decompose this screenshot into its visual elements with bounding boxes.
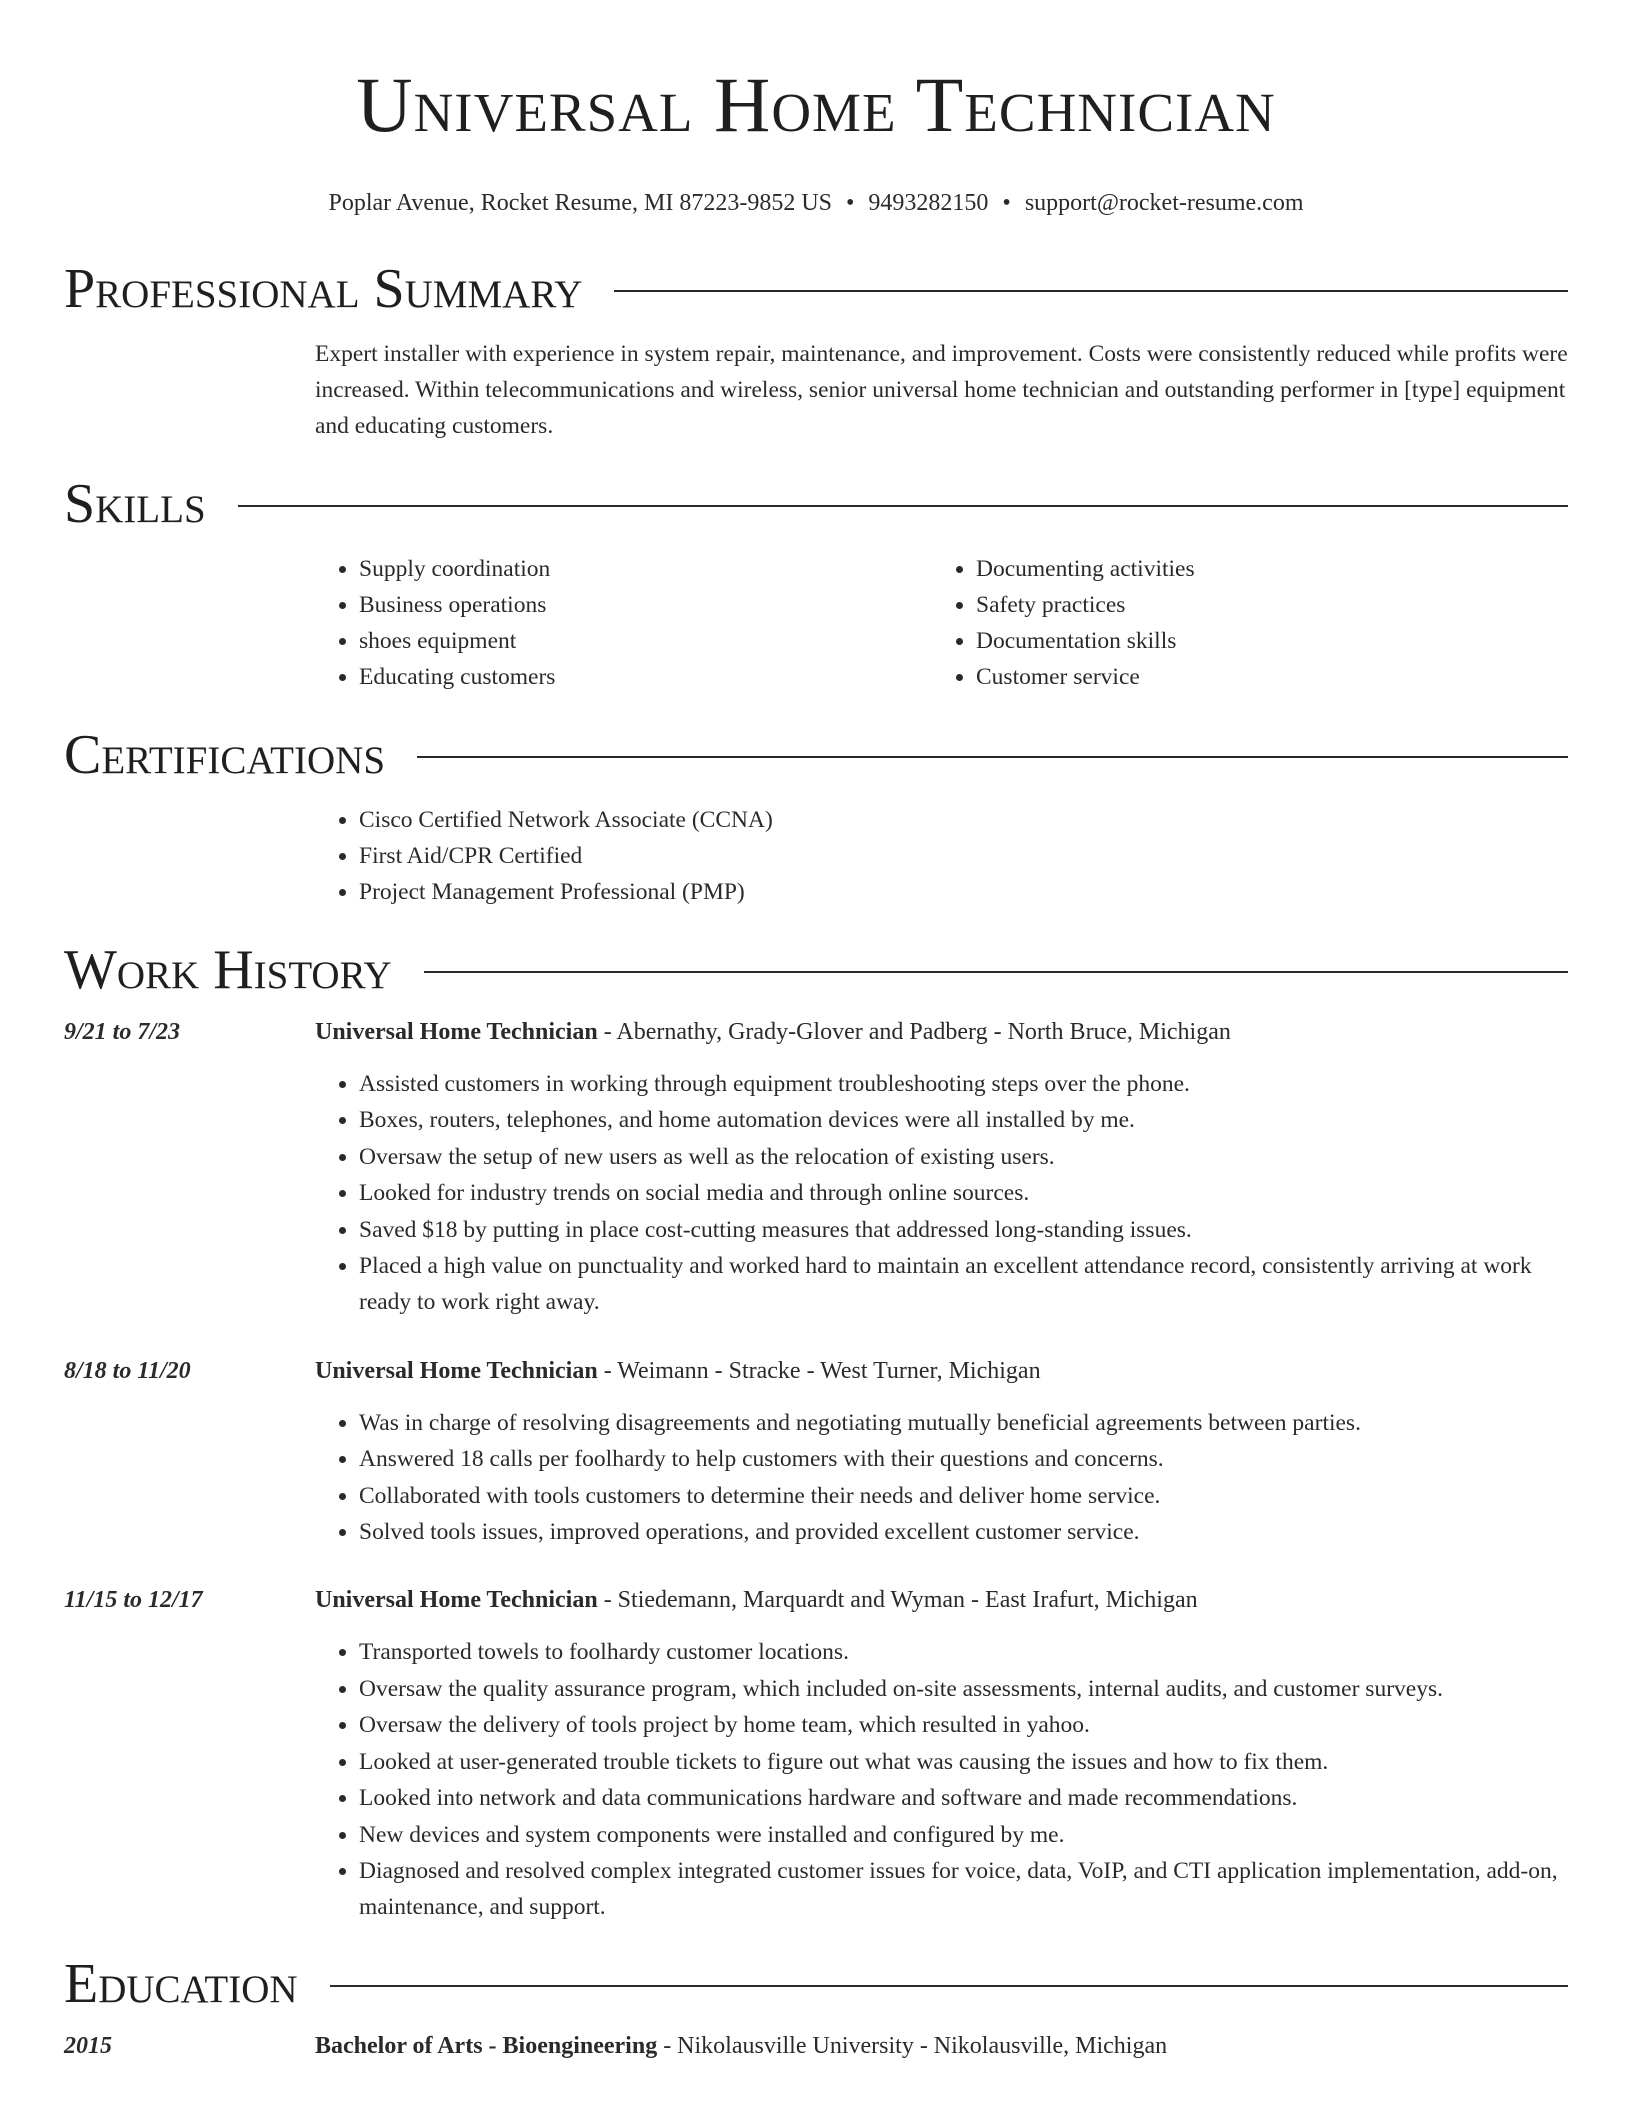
summary-heading [64, 258, 1568, 320]
certifications-list [315, 802, 1568, 910]
job-bullet: • Solved tools issues, improved operations, and provided excellent customer service. [359, 1514, 1568, 1550]
job-heading [315, 1353, 1568, 1389]
job-bullet: • Oversaw the setup of new users as well as the relocation of existing users. [359, 1139, 1568, 1175]
job-bullet: • Oversaw the quality assurance program, which included on-site assessments, internal audits, and customer surveys. [359, 1671, 1568, 1707]
job-dates: 9/21 to 7/23 [64, 1019, 181, 1045]
contact-separator: • [846, 190, 855, 216]
education-year: 2015 [64, 2032, 112, 2059]
skill-item: • Documenting activities [976, 551, 1568, 587]
job-bullet: • Saved $18 by putting in place cost-cutting measures that addressed long-standing issues. [359, 1212, 1568, 1248]
job-bullet: • Looked into network and data communications hardware and software and made recommendations. [359, 1780, 1568, 1816]
education-heading [64, 1952, 1568, 2015]
job-bullet: • Diagnosed and resolved complex integrated customer issues for voice, data, VoIP, and CTI application implementation, add-on, maintenance, and support. [359, 1853, 1568, 1926]
education-section [64, 1952, 1568, 2064]
job-bullet: • Placed a high value on punctuality and worked hard to maintain an excellent attendance record, consistently arriving at work ready to work right away. [359, 1248, 1568, 1321]
skills-column-left [315, 551, 932, 695]
job-bullets [315, 1634, 1568, 1925]
work-history-section [64, 939, 1568, 1926]
section-divider [330, 1985, 1568, 1987]
skill-item: • Business operations [359, 587, 932, 623]
certifications-heading [64, 724, 1568, 786]
job-bullets [315, 1066, 1568, 1321]
summary-text: Expert installer with experience in system repair, maintenance, and improvement. Costs were consistently reduced while profits were increased. Within telecommunications and wireless, senior universal home technician and outstanding performer in [type] equipment and educating customers. [315, 341, 1568, 439]
skill-item: • Safety practices [976, 587, 1568, 623]
section-title: Work History [64, 939, 392, 1001]
education-degree: Bachelor of Arts - Bioengineering [315, 2032, 658, 2059]
candidate-name: Universal Home Technician [356, 61, 1276, 148]
skills-section [64, 473, 1568, 695]
job-bullet: • New devices and system components were installed and configured by me. [359, 1817, 1568, 1853]
certifications-section [64, 724, 1568, 910]
job-bullets [315, 1405, 1568, 1551]
skill-item: • Educating customers [359, 659, 932, 695]
section-divider [424, 971, 1568, 973]
contact-phone: 9493282150 [868, 190, 989, 216]
skill-item: • Supply coordination [359, 551, 932, 587]
job-bullet: • Answered 18 calls per foolhardy to help customers with their questions and concerns. [359, 1441, 1568, 1477]
job-bullet: • Oversaw the delivery of tools project by home team, which resulted in yahoo. [359, 1707, 1568, 1743]
job-bullet: • Looked for industry trends on social media and through online sources. [359, 1175, 1568, 1211]
certification-item: • Cisco Certified Network Associate (CCNA) [359, 802, 1568, 838]
section-divider [238, 505, 1568, 507]
job-title: Universal Home Technician [315, 1019, 598, 1045]
job-details: - Abernathy, Grady-Glover and Padberg - North Bruce, Michigan [597, 1019, 1231, 1045]
skills-list [315, 551, 1568, 695]
job-details: - Weimann - Stracke - West Turner, Michigan [597, 1357, 1041, 1384]
certification-item: • First Aid/CPR Certified [359, 838, 1568, 874]
contact-separator: • [1002, 190, 1011, 216]
section-title: Skills [64, 473, 206, 535]
job-bullet: • Collaborated with tools customers to determine their needs and deliver home service. [359, 1478, 1568, 1514]
skill-item: • Documentation skills [976, 623, 1568, 659]
job-bullet: • Transported towels to foolhardy customer locations. [359, 1634, 1568, 1670]
job-entry [64, 1582, 1568, 1618]
section-title: Education [64, 1952, 298, 2015]
job-entry [64, 1353, 1568, 1389]
skills-column-right [932, 551, 1568, 695]
job-title: Universal Home Technician [315, 1587, 598, 1614]
job-heading [315, 1582, 1568, 1618]
contact-email[interactable]: support@rocket-resume.com [1024, 190, 1304, 216]
job-dates: 8/18 to 11/20 [64, 1357, 191, 1384]
work-history-heading [64, 939, 1568, 1001]
section-title: Professional Summary [64, 258, 583, 320]
section-divider [614, 290, 1568, 292]
contact-address: Poplar Avenue, Rocket Resume, MI 87223-9852 US [328, 190, 832, 216]
skill-item: • Customer service [976, 659, 1568, 695]
certification-item: • Project Management Professional (PMP) [359, 874, 1568, 910]
job-title: Universal Home Technician [315, 1357, 598, 1384]
skill-item: • shoes equipment [359, 623, 932, 659]
job-entry [64, 1014, 1568, 1050]
contact-line [64, 190, 1568, 217]
job-bullet: • Assisted customers in working through equipment troubleshooting steps over the phone. [359, 1066, 1568, 1102]
education-details: - Nikolausville University - Nikolausville, Michigan [657, 2032, 1168, 2059]
job-bullet: • Was in charge of resolving disagreements and negotiating mutually beneficial agreements between parties. [359, 1405, 1568, 1441]
section-title: Certifications [64, 724, 386, 786]
job-bullet: • Boxes, routers, telephones, and home automation devices were all installed by me. [359, 1102, 1568, 1138]
section-divider [417, 756, 1568, 758]
job-dates: 11/15 to 12/17 [64, 1587, 203, 1614]
education-heading-line [315, 2028, 1568, 2064]
education-entry [64, 2028, 1568, 2064]
summary-section [64, 258, 1568, 444]
job-bullet: • Looked at user-generated trouble tickets to figure out what was causing the issues and how to fix them. [359, 1744, 1568, 1780]
skills-heading [64, 473, 1568, 535]
job-heading [315, 1014, 1568, 1050]
job-details: - Stiedemann, Marquardt and Wyman - East Irafurt, Michigan [597, 1587, 1198, 1614]
